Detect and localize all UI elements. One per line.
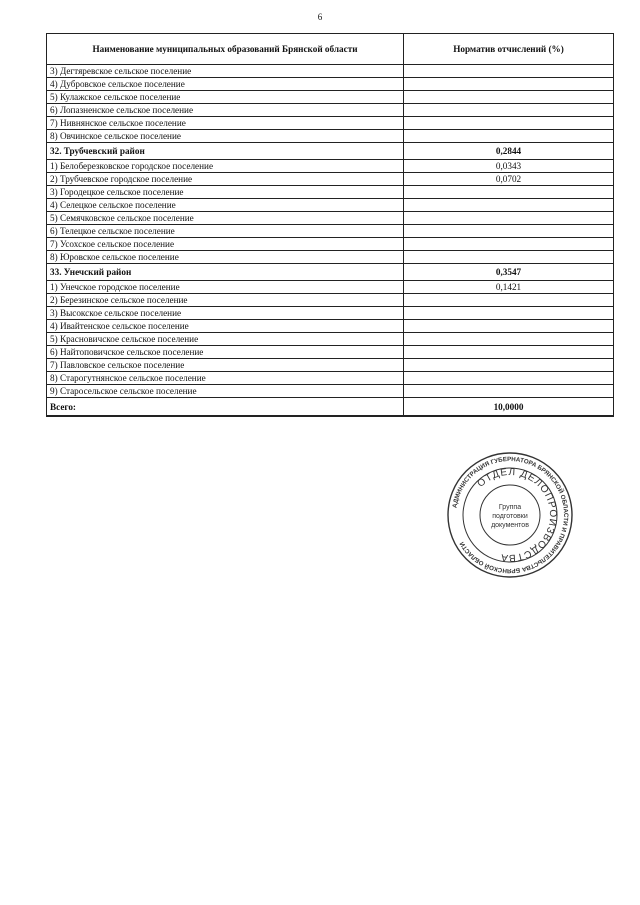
rate-value [404, 307, 614, 320]
rate-value [404, 212, 614, 225]
allocation-table [46, 33, 614, 417]
municipality-name: 8) Старогутнянское сельское поселение [47, 372, 404, 385]
rate-value [404, 372, 614, 385]
municipality-name: 9) Старосельское сельское поселение [47, 385, 404, 398]
table-row [47, 333, 614, 346]
stamp-outer-text: АДМИНИСТРАЦИЯ ГУБЕРНАТОРА БРЯНСКОЙ ОБЛАСТИ И ПРАВИТЕЛЬСТВА БРЯНСКОЙ ОБЛАСТИ [451, 455, 570, 575]
rate-value [404, 104, 614, 117]
table-row [47, 281, 614, 294]
municipality-name: 3) Высокское сельское поселение [47, 307, 404, 320]
table-row [47, 294, 614, 307]
rate-value [404, 117, 614, 130]
rate-value [404, 78, 614, 91]
table-header-row [47, 34, 614, 65]
table-row [47, 173, 614, 186]
table-row [47, 320, 614, 333]
table-row [47, 199, 614, 212]
rate-value: 0,2844 [404, 143, 614, 160]
rate-value: 0,0702 [404, 173, 614, 186]
rate-value [404, 238, 614, 251]
page-number: 6 [317, 12, 323, 22]
municipality-name: 6) Найтоповичское сельское поселение [47, 346, 404, 359]
municipality-name: 6) Телецкое сельское поселение [47, 225, 404, 238]
municipality-name: 5) Красновичское сельское поселение [47, 333, 404, 346]
rate-value: 0,3547 [404, 264, 614, 281]
stamp-center-line-3: документов [491, 522, 529, 529]
header-rate: Норматив отчислений (%) [404, 34, 614, 65]
stamp-center-line-2: подготовки [492, 513, 528, 520]
rate-value [404, 333, 614, 346]
table-row [47, 130, 614, 143]
municipality-name: 6) Лопазненское сельское поселение [47, 104, 404, 117]
table-row [47, 346, 614, 359]
municipality-name: 7) Усохское сельское поселение [47, 238, 404, 251]
municipality-name: 4) Ивайтенское сельское поселение [47, 320, 404, 333]
table-row [47, 160, 614, 173]
rate-value [404, 186, 614, 199]
municipality-name: 33. Унечский район [47, 264, 404, 281]
rate-value [404, 91, 614, 104]
municipality-name: 8) Юровское сельское поселение [47, 251, 404, 264]
table-row [47, 186, 614, 199]
rate-value [404, 359, 614, 372]
total-value: 10,0000 [404, 398, 614, 417]
table-row [47, 251, 614, 264]
municipality-name: 3) Дегтяревское сельское поселение [47, 65, 404, 78]
table-body [47, 65, 614, 417]
municipality-name: 4) Дубровское сельское поселение [47, 78, 404, 91]
municipality-name: 2) Трубчевское городское поселение [47, 173, 404, 186]
district-row [47, 143, 614, 160]
rate-value [404, 199, 614, 212]
municipality-name: 5) Кулажское сельское поселение [47, 91, 404, 104]
table-row [47, 104, 614, 117]
district-row [47, 264, 614, 281]
municipality-name: 1) Белоберезковское городское поселение [47, 160, 404, 173]
rate-value [404, 65, 614, 78]
rate-value [404, 294, 614, 307]
municipality-name: 8) Овчинское сельское поселение [47, 130, 404, 143]
rate-value [404, 346, 614, 359]
municipality-name: 32. Трубчевский район [47, 143, 404, 160]
table-row [47, 225, 614, 238]
official-stamp [446, 451, 574, 579]
municipality-name: 5) Семячковское сельское поселение [47, 212, 404, 225]
municipality-name: 3) Городецкое сельское поселение [47, 186, 404, 199]
rate-value [404, 225, 614, 238]
table-row [47, 78, 614, 91]
municipality-name: 4) Селецкое сельское поселение [47, 199, 404, 212]
table-row [47, 238, 614, 251]
table-row [47, 65, 614, 78]
municipality-name: 2) Березинское сельское поселение [47, 294, 404, 307]
rate-value [404, 251, 614, 264]
rate-value: 0,0343 [404, 160, 614, 173]
table-row [47, 307, 614, 320]
total-label: Всего: [47, 398, 404, 417]
municipality-name: 7) Павловское сельское поселение [47, 359, 404, 372]
header-municipality: Наименование муниципальных образований Брянской области [47, 34, 404, 65]
municipality-name: 1) Унечское городское поселение [47, 281, 404, 294]
stamp-ring-text: ОТДЕЛ ДЕЛОПРОИЗВОДСТВА [475, 466, 559, 564]
table-row [47, 359, 614, 372]
rate-value [404, 130, 614, 143]
table-row [47, 117, 614, 130]
rate-value [404, 320, 614, 333]
table-row [47, 372, 614, 385]
table-row [47, 212, 614, 225]
municipality-name: 7) Нивнянское сельское поселение [47, 117, 404, 130]
rate-value: 0,1421 [404, 281, 614, 294]
stamp-center-line-1: Группа [498, 504, 522, 511]
table-row [47, 91, 614, 104]
total-row [47, 398, 614, 417]
rate-value [404, 385, 614, 398]
table-row [47, 385, 614, 398]
